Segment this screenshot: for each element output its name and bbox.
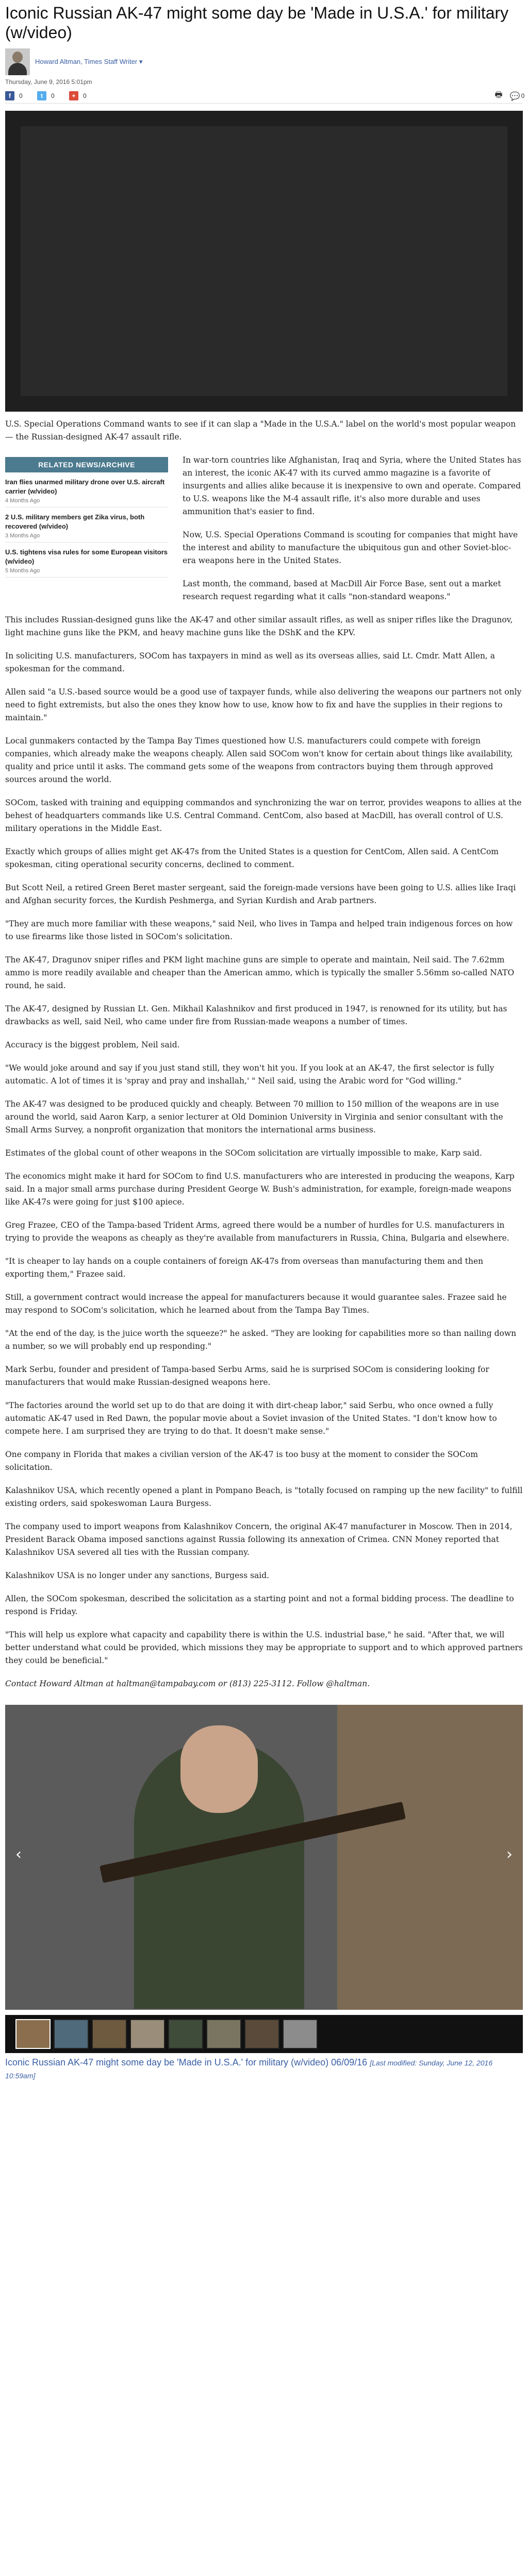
paragraph: Kalashnikov USA is no longer under any sanctions, Burgess said. <box>5 1571 270 1580</box>
print-icon[interactable]: 🖶 <box>494 89 503 99</box>
footer-title: Iconic Russian AK-47 might some day be 'Made in U.S.A.' for military (w/video) 06/09/16 [Last modified: Sunday, June 12, 2016 10:59am] <box>5 2057 493 2080</box>
paragraph: "The factories around the world set up to do that are doing it with dirt-cheap labor," said Serbu, who once owned a fully automatic AK-47 used in Red Dawn, the popular movie about a Soviet invasion of the United States. "I don't know how to compete here. I am surprised they are trying to do that. It doesn't make sense." <box>5 1401 497 1436</box>
paragraph: Mark Serbu, founder and president of Tampa-based Serbu Arms, said he is surprised SOCom is considering looking for manufacturers that would make Russian-designed weapons here. <box>5 1365 489 1387</box>
gplus-icon[interactable]: + <box>69 91 78 100</box>
paragraph: The economics might make it hard for SOCom to find U.S. manufacturers who are interested in producing the weapons, Karp said. In a major small arms purchase during President George W. Bush's administration, for example, foreign-made weapons like AK-47s were going for just $100 apiece. <box>5 1172 515 1207</box>
publish-date: Thursday, June 9, 2016 5:01pm <box>5 78 92 86</box>
paragraph: "They are much more familiar with these weapons," said Neil, who lives in Tampa and helped train indigenous forces on how to use firearms like those listed in SOCom's solicitation. <box>5 919 513 941</box>
prev-arrow-icon[interactable]: ‹ <box>15 1845 22 1863</box>
photo-background <box>337 1705 523 2010</box>
intro-section <box>5 454 523 614</box>
paragraph: This includes Russian-designed guns like the AK-47 and other similar assault rifles, as well as sniper rifles like the Dragunov, light machine guns like the PKM, and heavy machine guns like the DShK and the KPV. <box>5 615 513 637</box>
paragraph: "We would joke around and say if you just stand still, they won't hit you. If you look at an AK-47, the first selector is fully automatic. A lot of times it is 'spray and pray and inshallah,' " Neil said, using the Arabic word for "God willing." <box>5 1063 494 1086</box>
share-bar <box>5 89 523 104</box>
lead-paragraph: U.S. Special Operations Command wants to see if it can slap a "Made in the U.S.A." label on the world's most popular weapon — the Russian-designed AK-47 assault rifle. <box>5 419 516 442</box>
paragraph: Allen, the SOCom spokesman, described the solicitation as a starting point and not a formal bidding process. The deadline to respond is Friday. <box>5 1594 514 1616</box>
comments-count: 0 <box>521 92 525 99</box>
paragraph: The company used to import weapons from Kalashnikov Concern, the original AK-47 manufacturer in Moscow. Then in 2014, President Barack Obama imposed sanctions against Russia following its annexation of Crimea. CNN Money reported that Kalashnikov USA severed all ties with the Russian company. <box>5 1522 513 1557</box>
chevron-down-icon: ▾ <box>139 58 143 65</box>
related-item[interactable]: 2 U.S. military members get Zika virus, both recovered (w/video) 3 Months Ago <box>5 507 168 543</box>
gallery-thumbnail[interactable] <box>92 2019 127 2049</box>
paragraph: Exactly which groups of allies might get AK-47s from the United States is a question for CentCom, Allen said. A CentCom spokesman, citing operational security concerns, declined to comment. <box>5 847 499 869</box>
paragraph: "This will help us explore what capacity and capability there is within the U.S. industrial base," he said. "After that, we will better understand what could be provided, which missions they may be appropriate to support and to which approved partners they could be beneficial." <box>5 1630 523 1665</box>
paragraph: The AK-47 was designed to be produced quickly and cheaply. Between 70 million to 150 million of the weapons are in use around the world, said Aaron Karp, a senior lecturer at Old Dominion University in Virginia and senior consultant with the Small Arms Survey, a nonprofit organization that monitors the international arms business. <box>5 1099 503 1134</box>
paragraph: Still, a government contract would increase the appeal for manufacturers because it would guarantee sales. Frazee said he may respond to SOCom's solicitation, which he learned about from the Tampa Bay Times. <box>5 1293 507 1315</box>
gallery-thumbnail[interactable] <box>15 2019 51 2049</box>
facebook-count: 0 <box>19 92 23 99</box>
paragraph: One company in Florida that makes a civilian version of the AK-47 is too busy at the moment to consider the SOCom solicitation. <box>5 1450 478 1472</box>
paragraph: But Scott Neil, a retired Green Beret master sergeant, said the foreign-made versions have been going to U.S. allies like Iraqi and Afghan security forces, the Kurdish Peshmerga, and Syrian Kurdish and Arab partners. <box>5 883 516 905</box>
article-page <box>5 3 523 2082</box>
paragraph: The AK-47, Dragunov sniper rifles and PKM light machine guns are simple to operate and maintain, Neil said. The 7.62mm ammo is more readily available and cheaper than the American ammo, which is typically the smaller 5.56mm so-called NATO round, he said. <box>5 955 515 990</box>
paragraph: Last month, the command, based at MacDill Air Force Base, sent out a market research request regarding what it calls "non-standard weapons." <box>183 579 501 601</box>
video-player[interactable] <box>5 111 523 412</box>
paragraph: The AK-47, designed by Russian Lt. Gen. Mikhail Kalashnikov and first produced in 1947, is renowned for its utility, but has drawbacks as well, said Neil, who came under fire from Russian-made weapons a number of times. <box>5 1004 507 1026</box>
next-arrow-icon[interactable]: › <box>506 1845 513 1863</box>
paragraph: "It is cheaper to lay hands on a couple containers of foreign AK-47s from overseas than manufacturing them and then exporting them," Frazee said. <box>5 1257 484 1279</box>
related-news-heading: RELATED NEWS/ARCHIVE <box>5 457 168 472</box>
gplus-count: 0 <box>83 92 87 99</box>
intro-column <box>183 454 523 614</box>
paragraph: Local gunmakers contacted by the Tampa Bay Times questioned how U.S. manufacturers could compete with foreign companies, which already make the weapons cheaply. Allen said SOCom won't know for certain about things like availability, quality and price until it asks. The command gets some of the weapons from contractors buying them through approved sources around the world. <box>5 736 513 784</box>
author-avatar <box>5 48 30 75</box>
comments-button[interactable] <box>509 91 525 101</box>
gallery-thumbnail[interactable] <box>206 2019 241 2049</box>
gallery-thumbnail[interactable] <box>54 2019 89 2049</box>
related-news-box <box>5 457 168 614</box>
paragraph: Greg Frazee, CEO of the Tampa-based Trident Arms, agreed there would be a number of hurdles for U.S. manufacturers in trying to provide the weapons as cheaply as they're available from manufacturers in Russia, China, Bulgaria and elsewhere. <box>5 1221 509 1243</box>
paragraph: SOCom, tasked with training and equipping commandos and synchronizing the war on terror, provides weapons to allies at the behest of headquarters commands like U.S. Central Command. CentCom, also based at MacDill, has overall control of U.S. military operations in the Middle East. <box>5 798 522 833</box>
gallery-thumbnail[interactable] <box>244 2019 279 2049</box>
paragraph: In war-torn countries like Afghanistan, Iraq and Syria, where the United States has an interest, the iconic AK-47 with its curved ammo magazine is a favorite of insurgents and allies alike because it is inexpensive to own and operate. Compared to U.S. weapons like the M-4 assault rifle, it's also more durable and uses ammunition that's easier to find. <box>183 455 521 516</box>
paragraph: Accuracy is the biggest problem, Neil said. <box>5 1040 180 1049</box>
twitter-icon[interactable]: t <box>37 91 46 100</box>
related-item[interactable]: U.S. tightens visa rules for some European visitors (w/video) 5 Months Ago <box>5 543 168 578</box>
headline: Iconic Russian AK-47 might some day be 'Made in U.S.A.' for military (w/video) <box>5 4 509 42</box>
paragraph: Kalashnikov USA, which recently opened a plant in Pompano Beach, is "totally focused on ramping up the new facility" to fulfill existing orders, said spokeswoman Laura Burgess. <box>5 1486 523 1508</box>
gallery-thumbnail[interactable] <box>168 2019 203 2049</box>
gallery-thumbnail[interactable] <box>130 2019 165 2049</box>
paragraph: Allen said "a U.S.-based source would be a good use of taxpayer funds, while also delivering the weapons our partners not only need to fight extremists, but also the ones they know how to use, know how to fix and have the supplies in their regions to maintain." <box>5 687 522 722</box>
facebook-icon[interactable]: f <box>5 91 14 100</box>
photo-gallery[interactable] <box>5 1705 523 2010</box>
gallery-thumbnail[interactable] <box>283 2019 318 2049</box>
article-body <box>5 614 523 1690</box>
related-item[interactable]: Iran flies unarmed military drone over U.S. aircraft carrier (w/video) 4 Months Ago <box>5 472 168 507</box>
contact-line: Contact Howard Altman at haltman@tampabay.com or (813) 225-3112. Follow @haltman. <box>5 1679 370 1688</box>
twitter-count: 0 <box>51 92 55 99</box>
paragraph: Estimates of the global count of other weapons in the SOCom solicitation are virtually impossible to make, Karp said. <box>5 1148 482 1158</box>
paragraph: In soliciting U.S. manufacturers, SOCom has taxpayers in mind as well as its overseas allies, said Lt. Cmdr. Matt Allen, a spokesman for the command. <box>5 651 496 673</box>
last-modified: [Last modified: Sunday, June 12, 2016 10:59am] <box>5 2059 493 2080</box>
gallery-thumbnails <box>5 2015 523 2053</box>
paragraph: Now, U.S. Special Operations Command is scouting for companies that might have the interest and ability to manufacture the ubiquitous gun and other Soviet-bloc-era weapons here in the United States. <box>183 530 518 565</box>
author-link[interactable]: Howard Altman, Times Staff Writer ▾ <box>35 58 143 65</box>
comments-icon: 💬 <box>509 91 520 101</box>
byline <box>5 47 523 76</box>
paragraph: "At the end of the day, is the juice worth the squeeze?" he asked. "They are looking for capabilities more so than nailing down a number, so we will probably end up responding." <box>5 1329 517 1351</box>
photo-subject-face <box>180 1725 258 1813</box>
